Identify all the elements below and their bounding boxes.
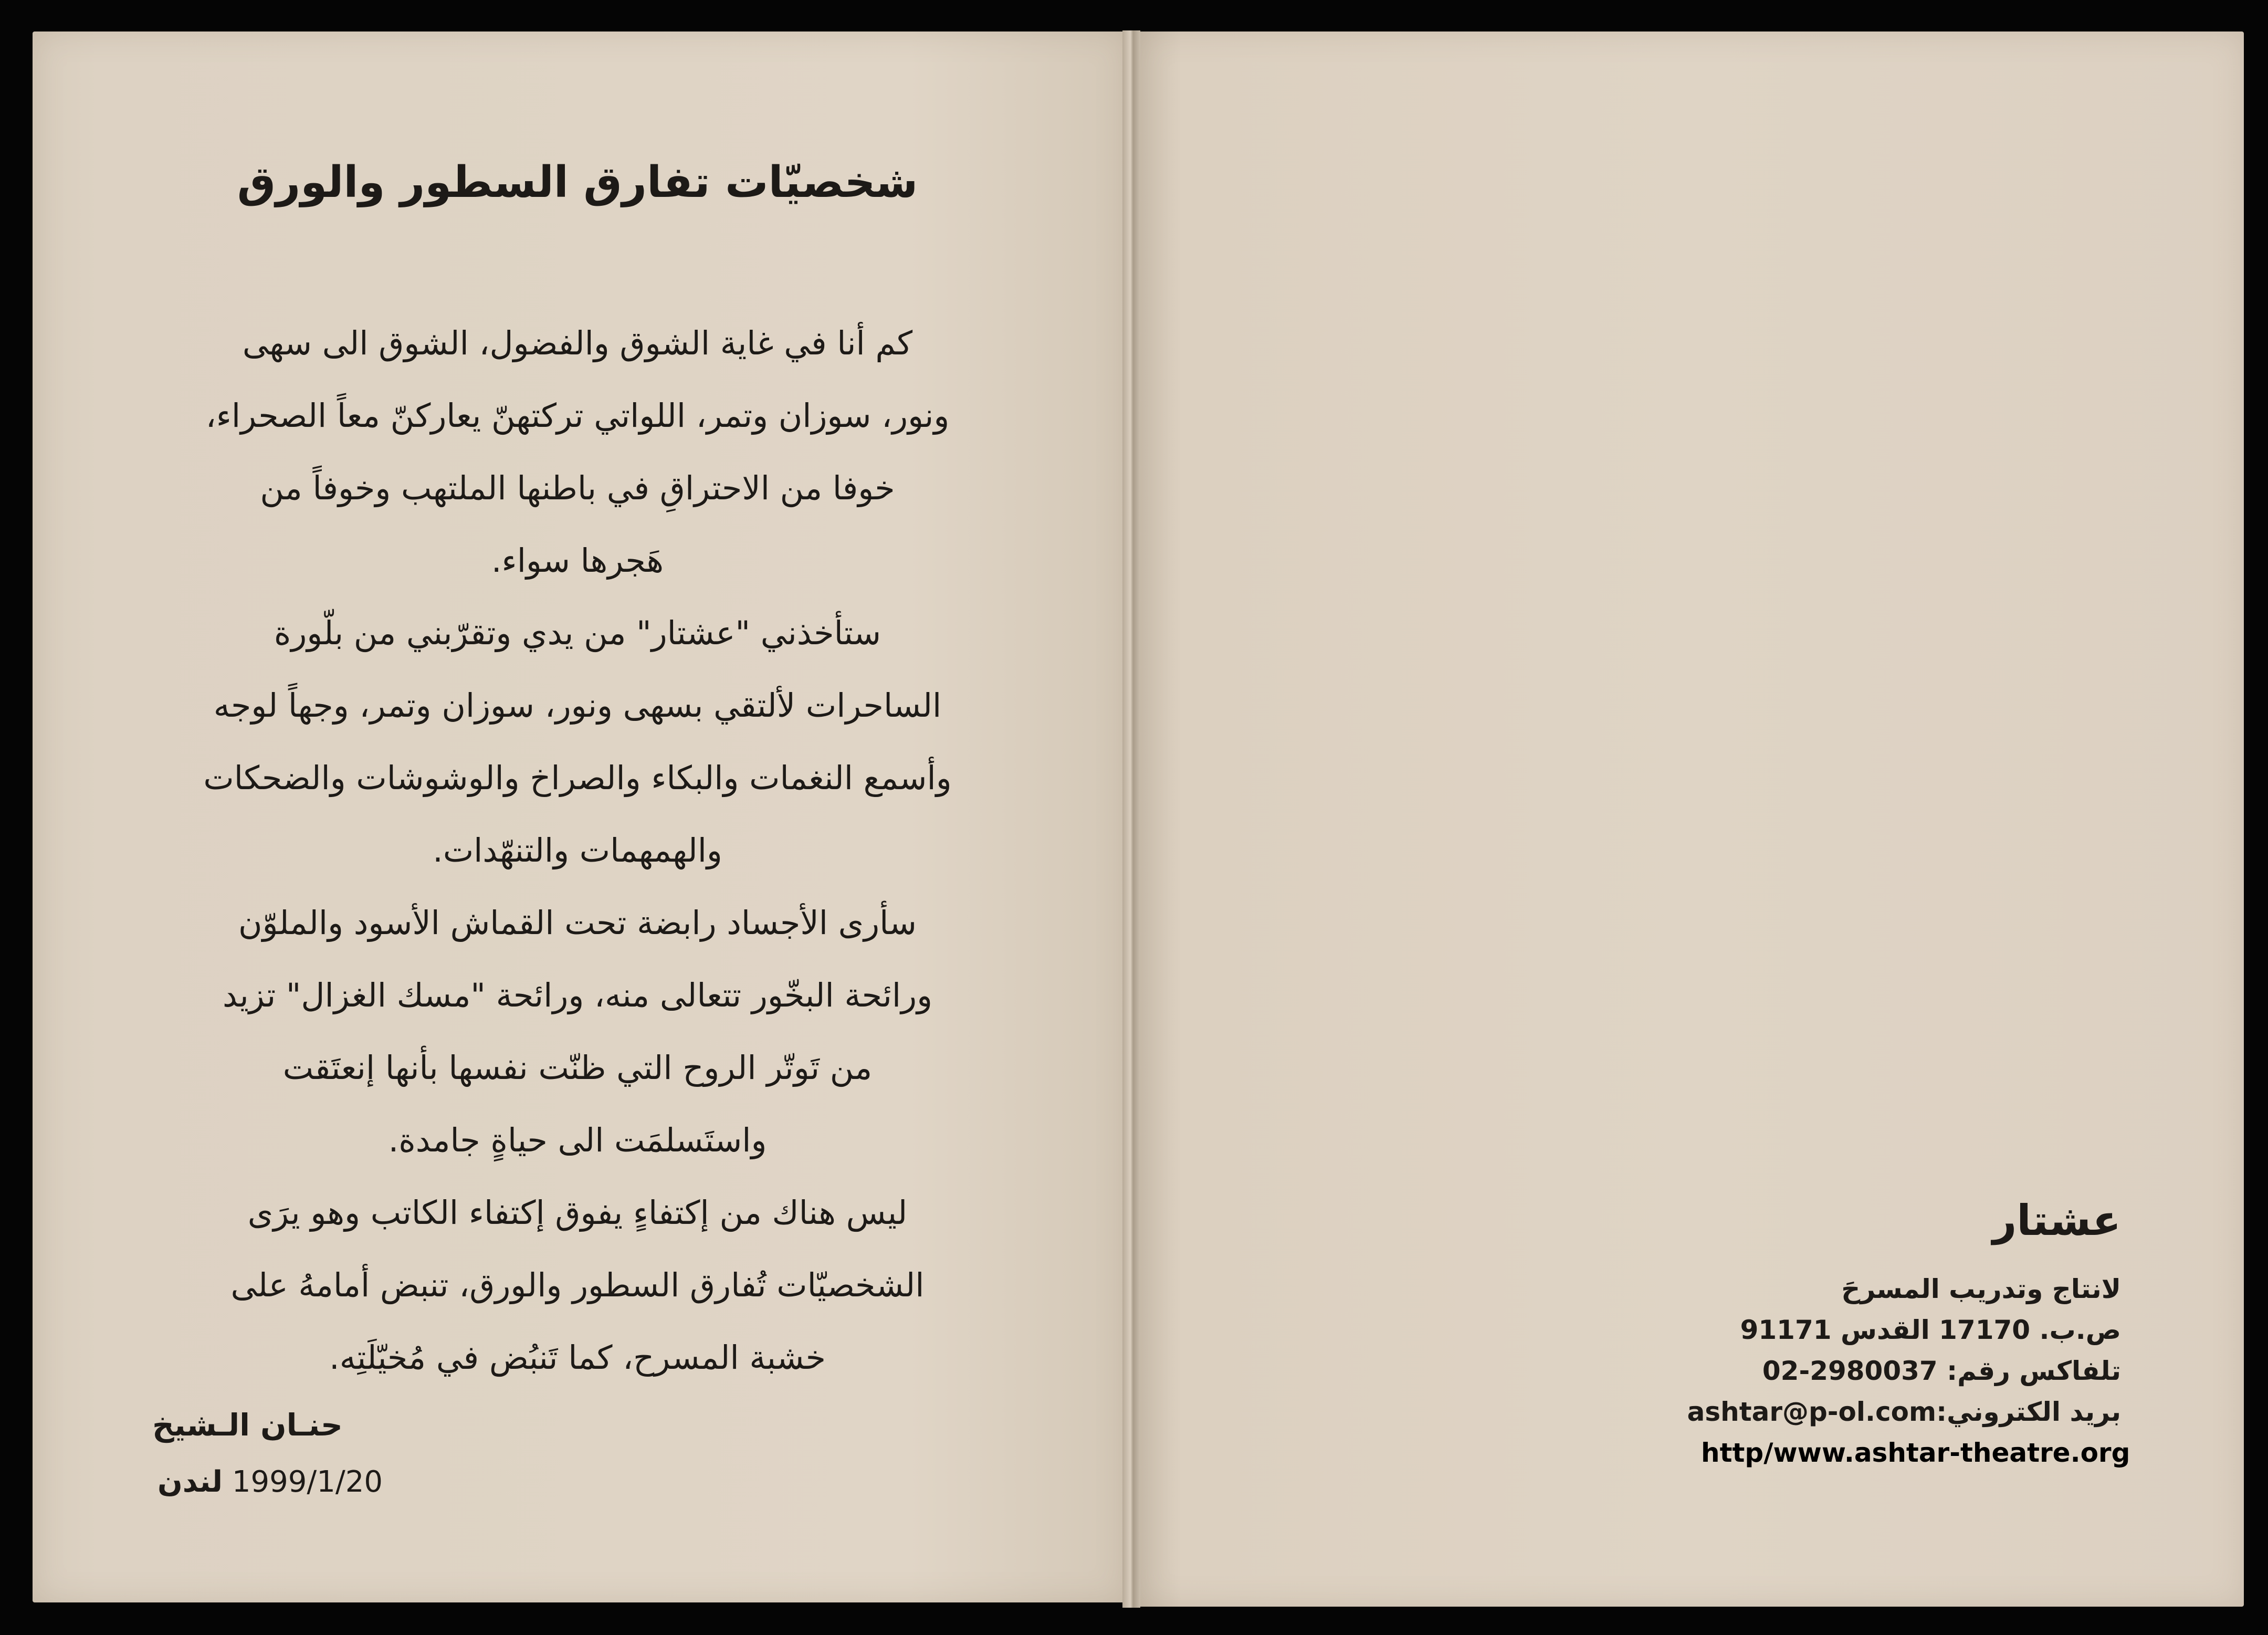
body-line: والهمهمات والتنهّدات. [433, 831, 722, 869]
body-line: هَجرها سواء. [491, 541, 664, 580]
essay-title: شخصيّات تفارق السطور والورق [237, 158, 918, 207]
body-line: الشخصيّات تُفارق السطور والورق، تنبض أمامهُ على [230, 1266, 925, 1304]
email-address[interactable]: ashtar@p-ol.com [1687, 1397, 1937, 1427]
body-line: ورائحة البخّور تتعالى منه، ورائحة "مسك الغزال" تزيد [222, 976, 933, 1014]
body-line: واستَسلمَت الى حياةٍ جامدة. [388, 1121, 767, 1159]
po-box: ص.ب. 17170 القدس 91171 [1740, 1315, 2121, 1345]
email-line [1687, 1391, 2121, 1432]
essay-body [142, 307, 1013, 1394]
website-link[interactable]: http/www.ashtar-theatre.org [1701, 1438, 2130, 1468]
email-label: بريد الكتروني: [1936, 1397, 2121, 1427]
body-line: وأسمع النغمات والبكاء والصراخ والوشوشات والضحكات [203, 759, 952, 797]
booklet-spine [1122, 30, 1140, 1608]
body-line: من تَوتّر الروح التي ظنّت نفسها بأنها إنعتَقت [282, 1049, 873, 1087]
body-line: الساحرات لألتقي بسهى ونور، سوزان وتمر، وجهاً لوجه [213, 686, 942, 725]
body-line: خوفا من الاحتراقِ في باطنها الملتهب وخوفاً من [260, 469, 895, 507]
place-name: لندن [158, 1465, 223, 1499]
body-line: ستأخذني "عشتار" من يدي وتقرّبني من بلّورة [274, 614, 881, 652]
date: 1999/1/20 [232, 1465, 383, 1499]
telefax-label: تلفاكس رقم: [1947, 1356, 2121, 1386]
body-line: ونور، سوزان وتمر، اللواتي تركتهنّ يعاركنّ معاً الصحراء، [205, 396, 950, 435]
org-tagline: لانتاج وتدريب المسرحَ [1841, 1274, 2121, 1304]
author-name: حنـان الـشيخ [152, 1407, 343, 1443]
telefax-number: 02-2980037 [1762, 1356, 1938, 1386]
dateline [158, 1465, 388, 1499]
body-line: كم أنا في غاية الشوق والفضول، الشوق الى سهى [242, 324, 913, 362]
body-line: خشبة المسرح، كما تَنبُض في مُخيّلَتِه. [329, 1338, 826, 1377]
telefax-line [1701, 1350, 2121, 1391]
contact-block [1687, 1192, 2130, 1473]
org-name: عشتار [1992, 1196, 2121, 1245]
body-line: ليس هناك من إكتفاءٍ يفوق إكتفاء الكاتب وهو يرَى [247, 1193, 908, 1232]
body-line: سأرى الأجساد رابضة تحت القماش الأسود والملوّن [238, 904, 917, 942]
